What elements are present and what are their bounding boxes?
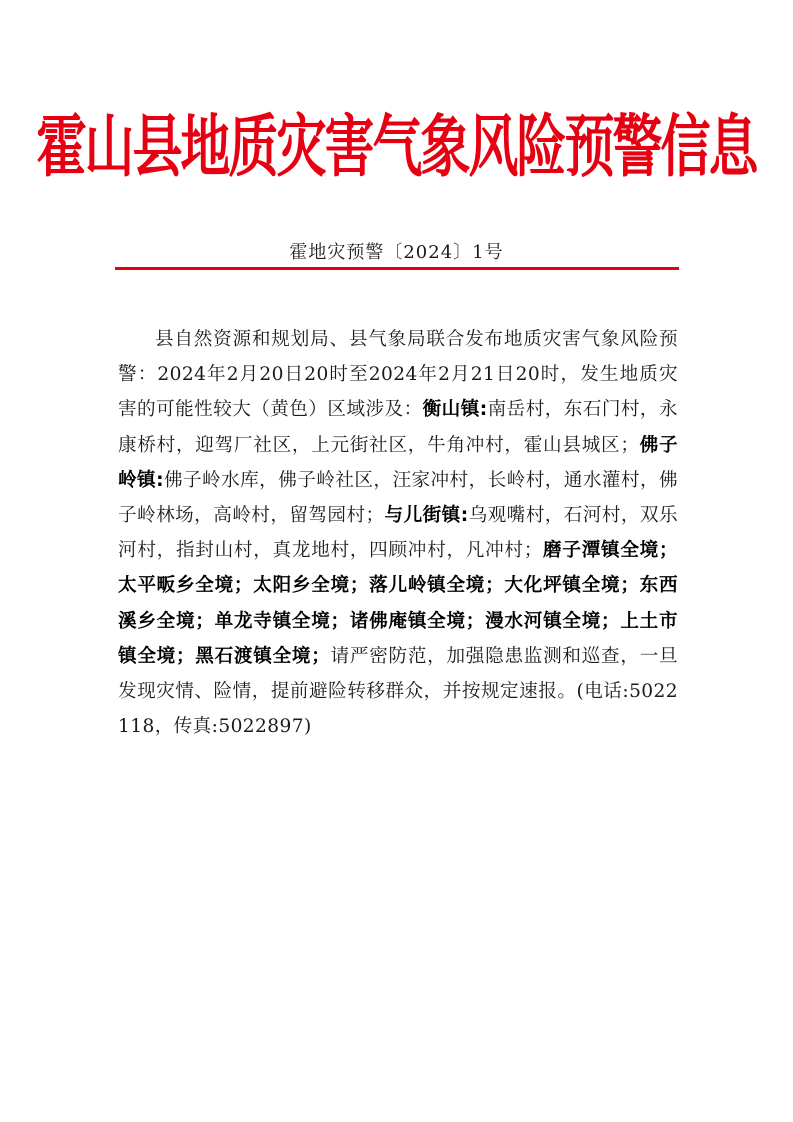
intro-text: 县自然资源和规划局、县气象局联合发布地质灾害气象风险预警：2024年2月20日20时至2024年2月21日20时，发生地质灾害的可能性较大（黄色）区域涉及： — [118, 329, 678, 421]
red-divider-line — [115, 267, 679, 270]
town-name-foziling: 佛子岭镇: — [118, 434, 678, 491]
town-villages-hengshan: 南岳村，东石门村，永康桥村，迎驾厂社区，上元街社区，牛角冲村，霍山县城区； — [118, 399, 678, 456]
town-villages-foziling: 佛子岭水库，佛子岭社区，汪家冲村，长岭村，通水灌村，佛子岭林场，高岭村，留驾园村； — [118, 469, 678, 527]
document-number: 霍地灾预警〔2024〕1号 — [289, 242, 504, 263]
town-villages-yuerjie: 乌观嘴村，石河村，双乐河村，指封山村，真龙地村，四顾冲村，凡冲村； — [118, 505, 678, 562]
town-name-yuerjie: 与儿街镇: — [384, 505, 469, 527]
document-title: 霍山县地质灾害气象风险预警信息 — [36, 108, 757, 187]
full-area-towns: 磨子潭镇全境；太平畈乡全境；太阳乡全境；落儿岭镇全境；大化坪镇全境；东西溪乡全境；单龙寺镇全境；诸佛庵镇全境；漫水河镇全境；上土市镇全境；黑石渡镇全境； — [118, 540, 678, 667]
warning-body-paragraph — [118, 322, 678, 744]
town-name-hengshan: 衡山镇: — [422, 399, 488, 421]
closing-text: 请严密防范，加强隐患监测和巡查，一旦发现灾情、险情，提前避险转移群众，并按规定速报。(电话:5022118，传真:5022897) — [118, 645, 679, 738]
